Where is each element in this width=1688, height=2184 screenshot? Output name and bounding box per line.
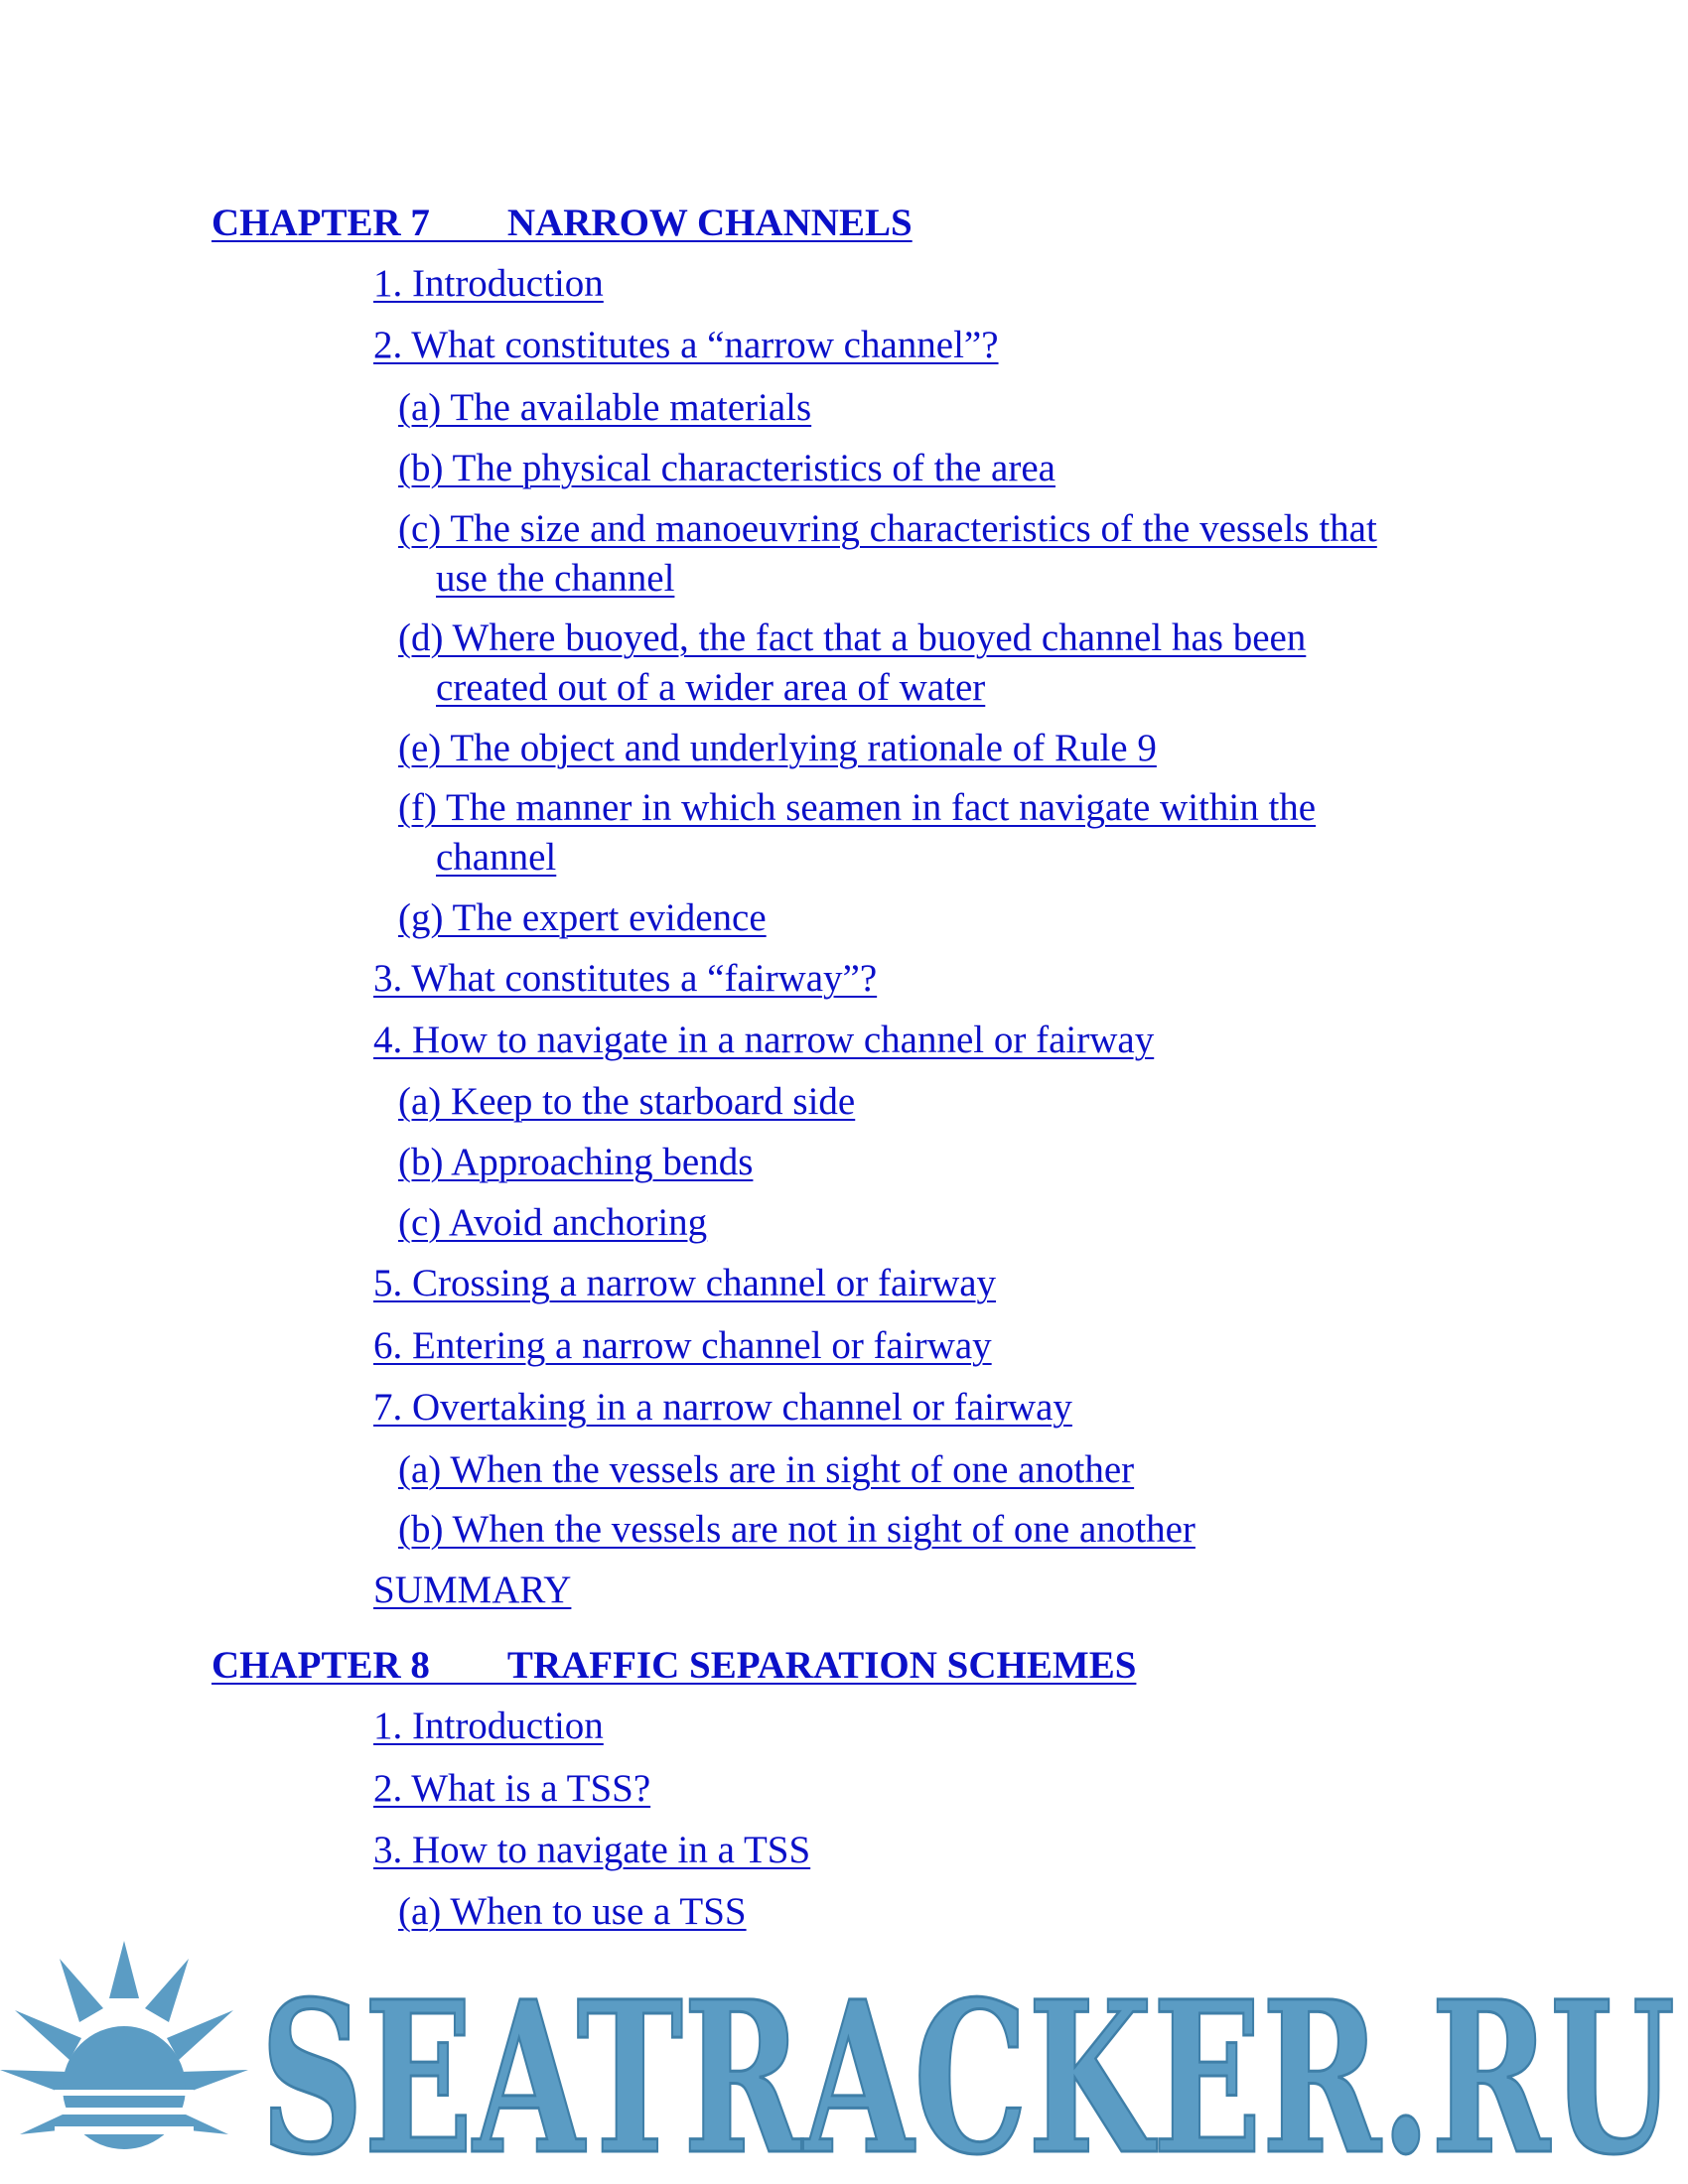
toc-item[interactable]: 2. What is a TSS? <box>373 1767 651 1810</box>
toc-item[interactable]: (b) The physical characteristics of the area <box>398 447 1055 489</box>
toc-item[interactable]: (b) Approaching bends <box>398 1141 754 1183</box>
chapter-8-heading[interactable]: CHAPTER 8 TRAFFIC SEPARATION SCHEMES <box>211 1644 1137 1687</box>
sun-icon <box>0 1941 248 2149</box>
toc-item-continuation[interactable]: created out of a wider area of water <box>436 666 986 709</box>
toc-item-continuation[interactable]: channel <box>436 836 557 879</box>
toc-item[interactable]: (d) Where buoyed, the fact that a buoyed channel has been <box>398 616 1307 659</box>
toc-item[interactable]: (a) When the vessels are in sight of one another <box>398 1448 1135 1491</box>
toc-item[interactable]: 5. Crossing a narrow channel or fairway <box>373 1262 997 1304</box>
toc-item-continuation[interactable]: use the channel <box>436 557 675 600</box>
toc-item[interactable]: (c) Avoid anchoring <box>398 1201 708 1244</box>
toc-item[interactable]: 2. What constitutes a “narrow channel”? <box>373 324 999 366</box>
toc-item[interactable]: 6. Entering a narrow channel or fairway <box>373 1324 992 1367</box>
toc-item[interactable]: 3. How to navigate in a TSS <box>373 1829 811 1871</box>
toc-item[interactable]: (a) Keep to the starboard side <box>398 1080 856 1123</box>
toc-item[interactable]: (g) The expert evidence <box>398 896 767 939</box>
toc-item[interactable]: (a) The available materials <box>398 386 812 429</box>
watermark <box>0 1921 1688 2184</box>
toc-item[interactable]: 4. How to navigate in a narrow channel or fairway <box>373 1019 1155 1061</box>
toc-item[interactable]: (e) The object and underlying rationale of Rule 9 <box>398 727 1157 769</box>
toc-item[interactable]: (f) The manner in which seamen in fact navigate within the <box>398 786 1317 829</box>
toc-item[interactable]: (b) When the vessels are not in sight of one another <box>398 1508 1196 1551</box>
watermark-text: SEATRACKER.RU <box>260 1956 1675 2184</box>
toc-item-summary[interactable]: SUMMARY <box>373 1569 572 1611</box>
watermark-graphic <box>0 1921 1688 2184</box>
toc-item[interactable]: 1. Introduction <box>373 262 604 305</box>
toc-item[interactable]: 3. What constitutes a “fairway”? <box>373 957 878 1000</box>
toc-item[interactable]: (c) The size and manoeuvring characteristics of the vessels that <box>398 507 1377 550</box>
toc-item[interactable]: (a) When to use a TSS <box>398 1890 747 1933</box>
toc-item[interactable]: 7. Overtaking in a narrow channel or fairway <box>373 1386 1072 1429</box>
chapter-7-heading[interactable]: CHAPTER 7 NARROW CHANNELS <box>211 202 913 244</box>
toc-item[interactable]: 1. Introduction <box>373 1705 604 1747</box>
